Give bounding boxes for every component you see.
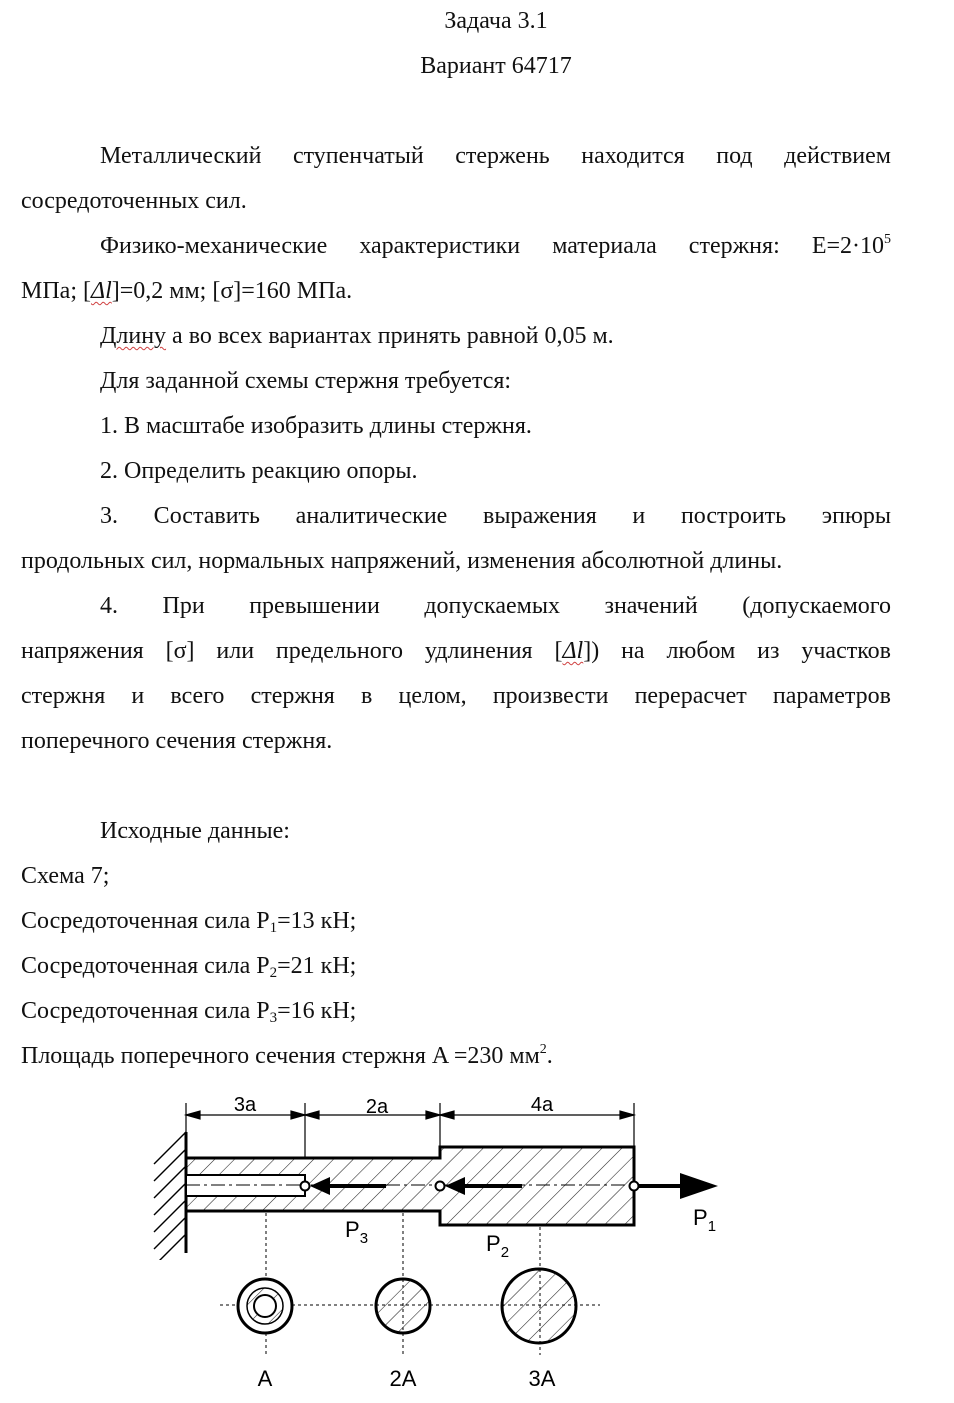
list-item-continuation: поперечного сечения стержня. <box>21 728 333 754</box>
list-item: 2. Определить реакцию опоры. <box>100 458 418 484</box>
dim-label-3a: 3a <box>233 1094 257 1116</box>
list-item: 1. В масштабе изобразить длины стержня. <box>100 413 532 439</box>
force-p1: Сосредоточенная сила $P_1=13$ кН; <box>21 908 357 936</box>
dim-label-4a: 4a <box>530 1094 554 1116</box>
list-item: 3. Составить аналитические выражения и построить эпюры <box>100 503 891 529</box>
section-label-a: A <box>257 1366 273 1391</box>
force-p3: Сосредоточенная сила $P_3=16$ кН; <box>21 998 357 1026</box>
delta-l-symbol: Δl <box>90 278 112 304</box>
dim-label-2a: 2a <box>365 1096 389 1118</box>
section-label-3a: 3A <box>528 1366 556 1391</box>
variant-title: Вариант 64717 <box>420 53 572 79</box>
section-label-2a: 2A <box>389 1366 417 1391</box>
label-p3: $P_3$ <box>345 1217 369 1247</box>
task-title: Задача 3.1 <box>444 8 548 34</box>
list-item-continuation: напряжения [σ] или предельного удлинения [Δl]) на любом из участков <box>21 638 891 664</box>
scheme-number: Схема 7; <box>21 863 110 889</box>
paragraph-line: Для заданной схемы стержня требуется: <box>100 368 512 394</box>
list-item-continuation: стержня и всего стержня в целом, произвести перерасчет параметров <box>21 683 891 709</box>
exponent: 5 <box>884 232 891 247</box>
paragraph-line: сосредоточенных сил. <box>21 188 247 214</box>
cross-section-area: Площадь поперечного сечения стержня A =230 $мм^2$. <box>21 1042 553 1069</box>
paragraph-line: Длину a во всех вариантах принять равной 0,05 м. <box>100 323 614 349</box>
fixed-support-wall <box>154 1132 186 1266</box>
label-p2: $P_2$ <box>486 1231 510 1261</box>
delta-l-symbol: Δl <box>562 638 584 664</box>
force-p2: Сосредоточенная сила $P_2=21$ кН; <box>21 953 357 981</box>
section-a <box>238 1279 292 1333</box>
rod-scheme-figure <box>150 1085 740 1395</box>
paragraph-line: МПа; [Δl]=0,2 мм; [σ]=160 МПа. <box>21 278 353 304</box>
paragraph-line: Металлический ступенчатый стержень находится под действием <box>100 143 891 169</box>
list-item-continuation: продольных сил, нормальных напряжений, изменения абсолютной длины. <box>21 548 783 574</box>
initial-data-heading: Исходные данные: <box>100 818 290 844</box>
list-item: 4. При превышении допускаемых значений (допускаемого <box>100 593 891 619</box>
paragraph-line: Физико-механические характеристики материала стержня: $E=2\cdot 10^5$ <box>100 232 891 259</box>
section-2a <box>376 1279 430 1333</box>
section-3a <box>502 1269 576 1343</box>
force-p1-arrow <box>630 1173 719 1199</box>
label-p1: $P_1$ <box>693 1205 717 1235</box>
